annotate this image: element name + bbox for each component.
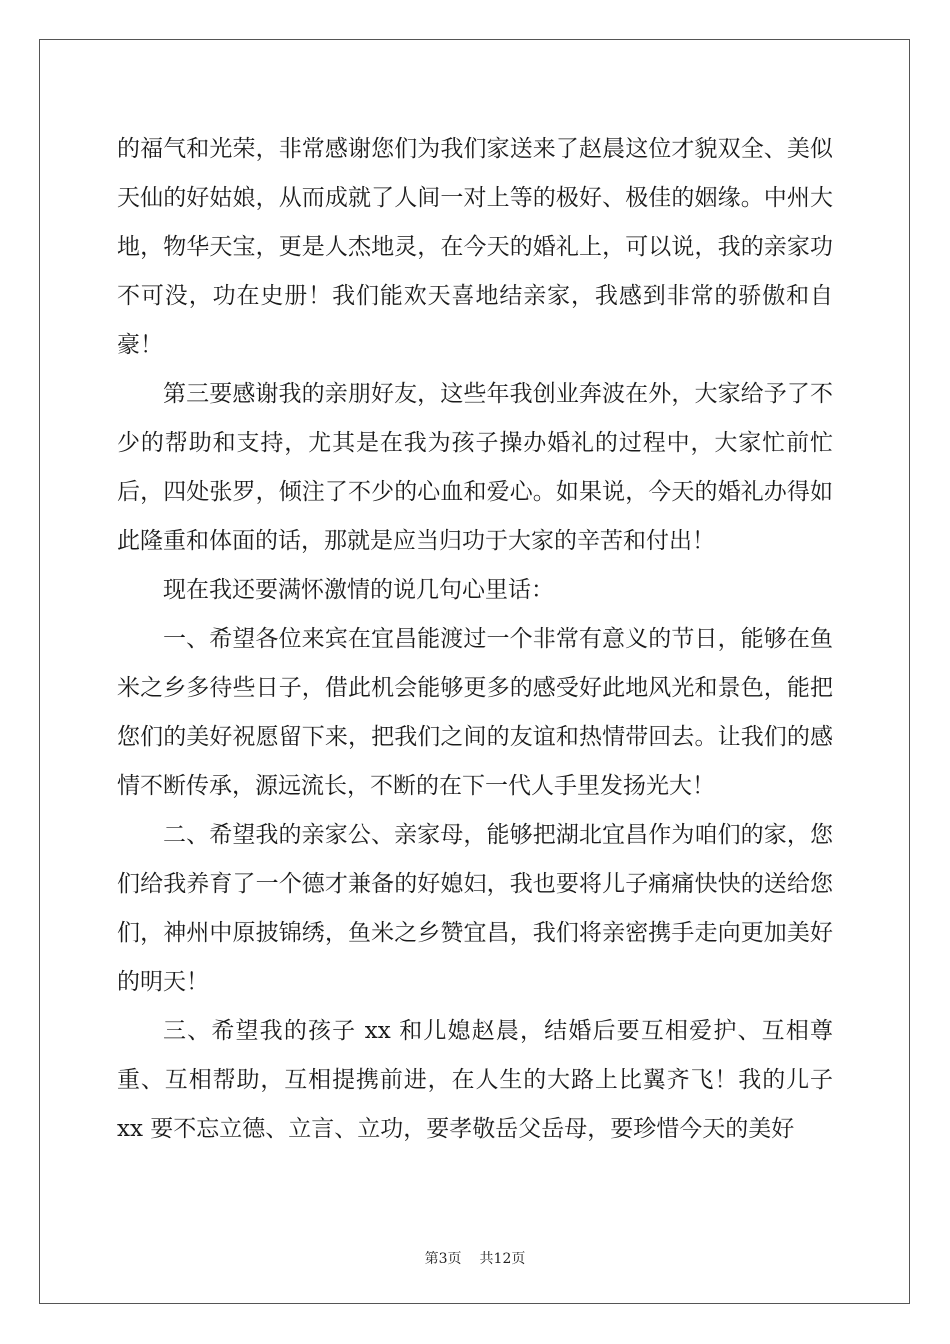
document-body bbox=[117, 125, 833, 1154]
paragraph: 一、希望各位来宾在宜昌能渡过一个非常有意义的节日，能够在鱼米之乡多待些日子，借此机会能够更多的感受好此地风光和景色，能把您们的美好祝愿留下来，把我们之间的友谊和热情带回去。让我们的感情不断传承，源远流长，不断的在下一代人手里发扬光大！ bbox=[117, 626, 833, 799]
paragraph: 现在我还要满怀激情的说几句心里话： bbox=[163, 577, 554, 603]
page-number: 第3页 bbox=[424, 1251, 462, 1267]
page-footer bbox=[0, 1248, 950, 1268]
page-total: 共12页 bbox=[479, 1251, 526, 1267]
paragraph: 的福气和光荣，非常感谢您们为我们家送来了赵晨这位才貌双全、美似天仙的好姑娘，从而成就了人间一对上等的极好、极佳的姻缘。中州大地，物华天宝，更是人杰地灵，在今天的婚礼上，可以说，我的亲家功不可没，功在史册！我们能欢天喜地结亲家，我感到非常的骄傲和自豪！ bbox=[117, 136, 833, 358]
paragraph: 三、希望我的孩子 xx 和儿媳赵晨，结婚后要互相爱护、互相尊重、互相帮助，互相提携前进，在人生的大路上比翼齐飞！我的儿子 xx 要不忘立德、立言、立功，要孝敬岳父岳母，要珍惜今天的美好 bbox=[117, 1018, 833, 1142]
paragraph: 第三要感谢我的亲朋好友，这些年我创业奔波在外，大家给予了不少的帮助和支持，尤其是在我为孩子操办婚礼的过程中，大家忙前忙后，四处张罗，倾注了不少的心血和爱心。如果说，今天的婚礼办得如此隆重和体面的话，那就是应当归功于大家的辛苦和付出！ bbox=[117, 381, 833, 554]
paragraph: 二、希望我的亲家公、亲家母，能够把湖北宜昌作为咱们的家，您们给我养育了一个德才兼备的好媳妇，我也要将儿子痛痛快快的送给您们，神州中原披锦绣，鱼米之乡赞宜昌，我们将亲密携手走向更加美好的明天！ bbox=[117, 822, 833, 995]
